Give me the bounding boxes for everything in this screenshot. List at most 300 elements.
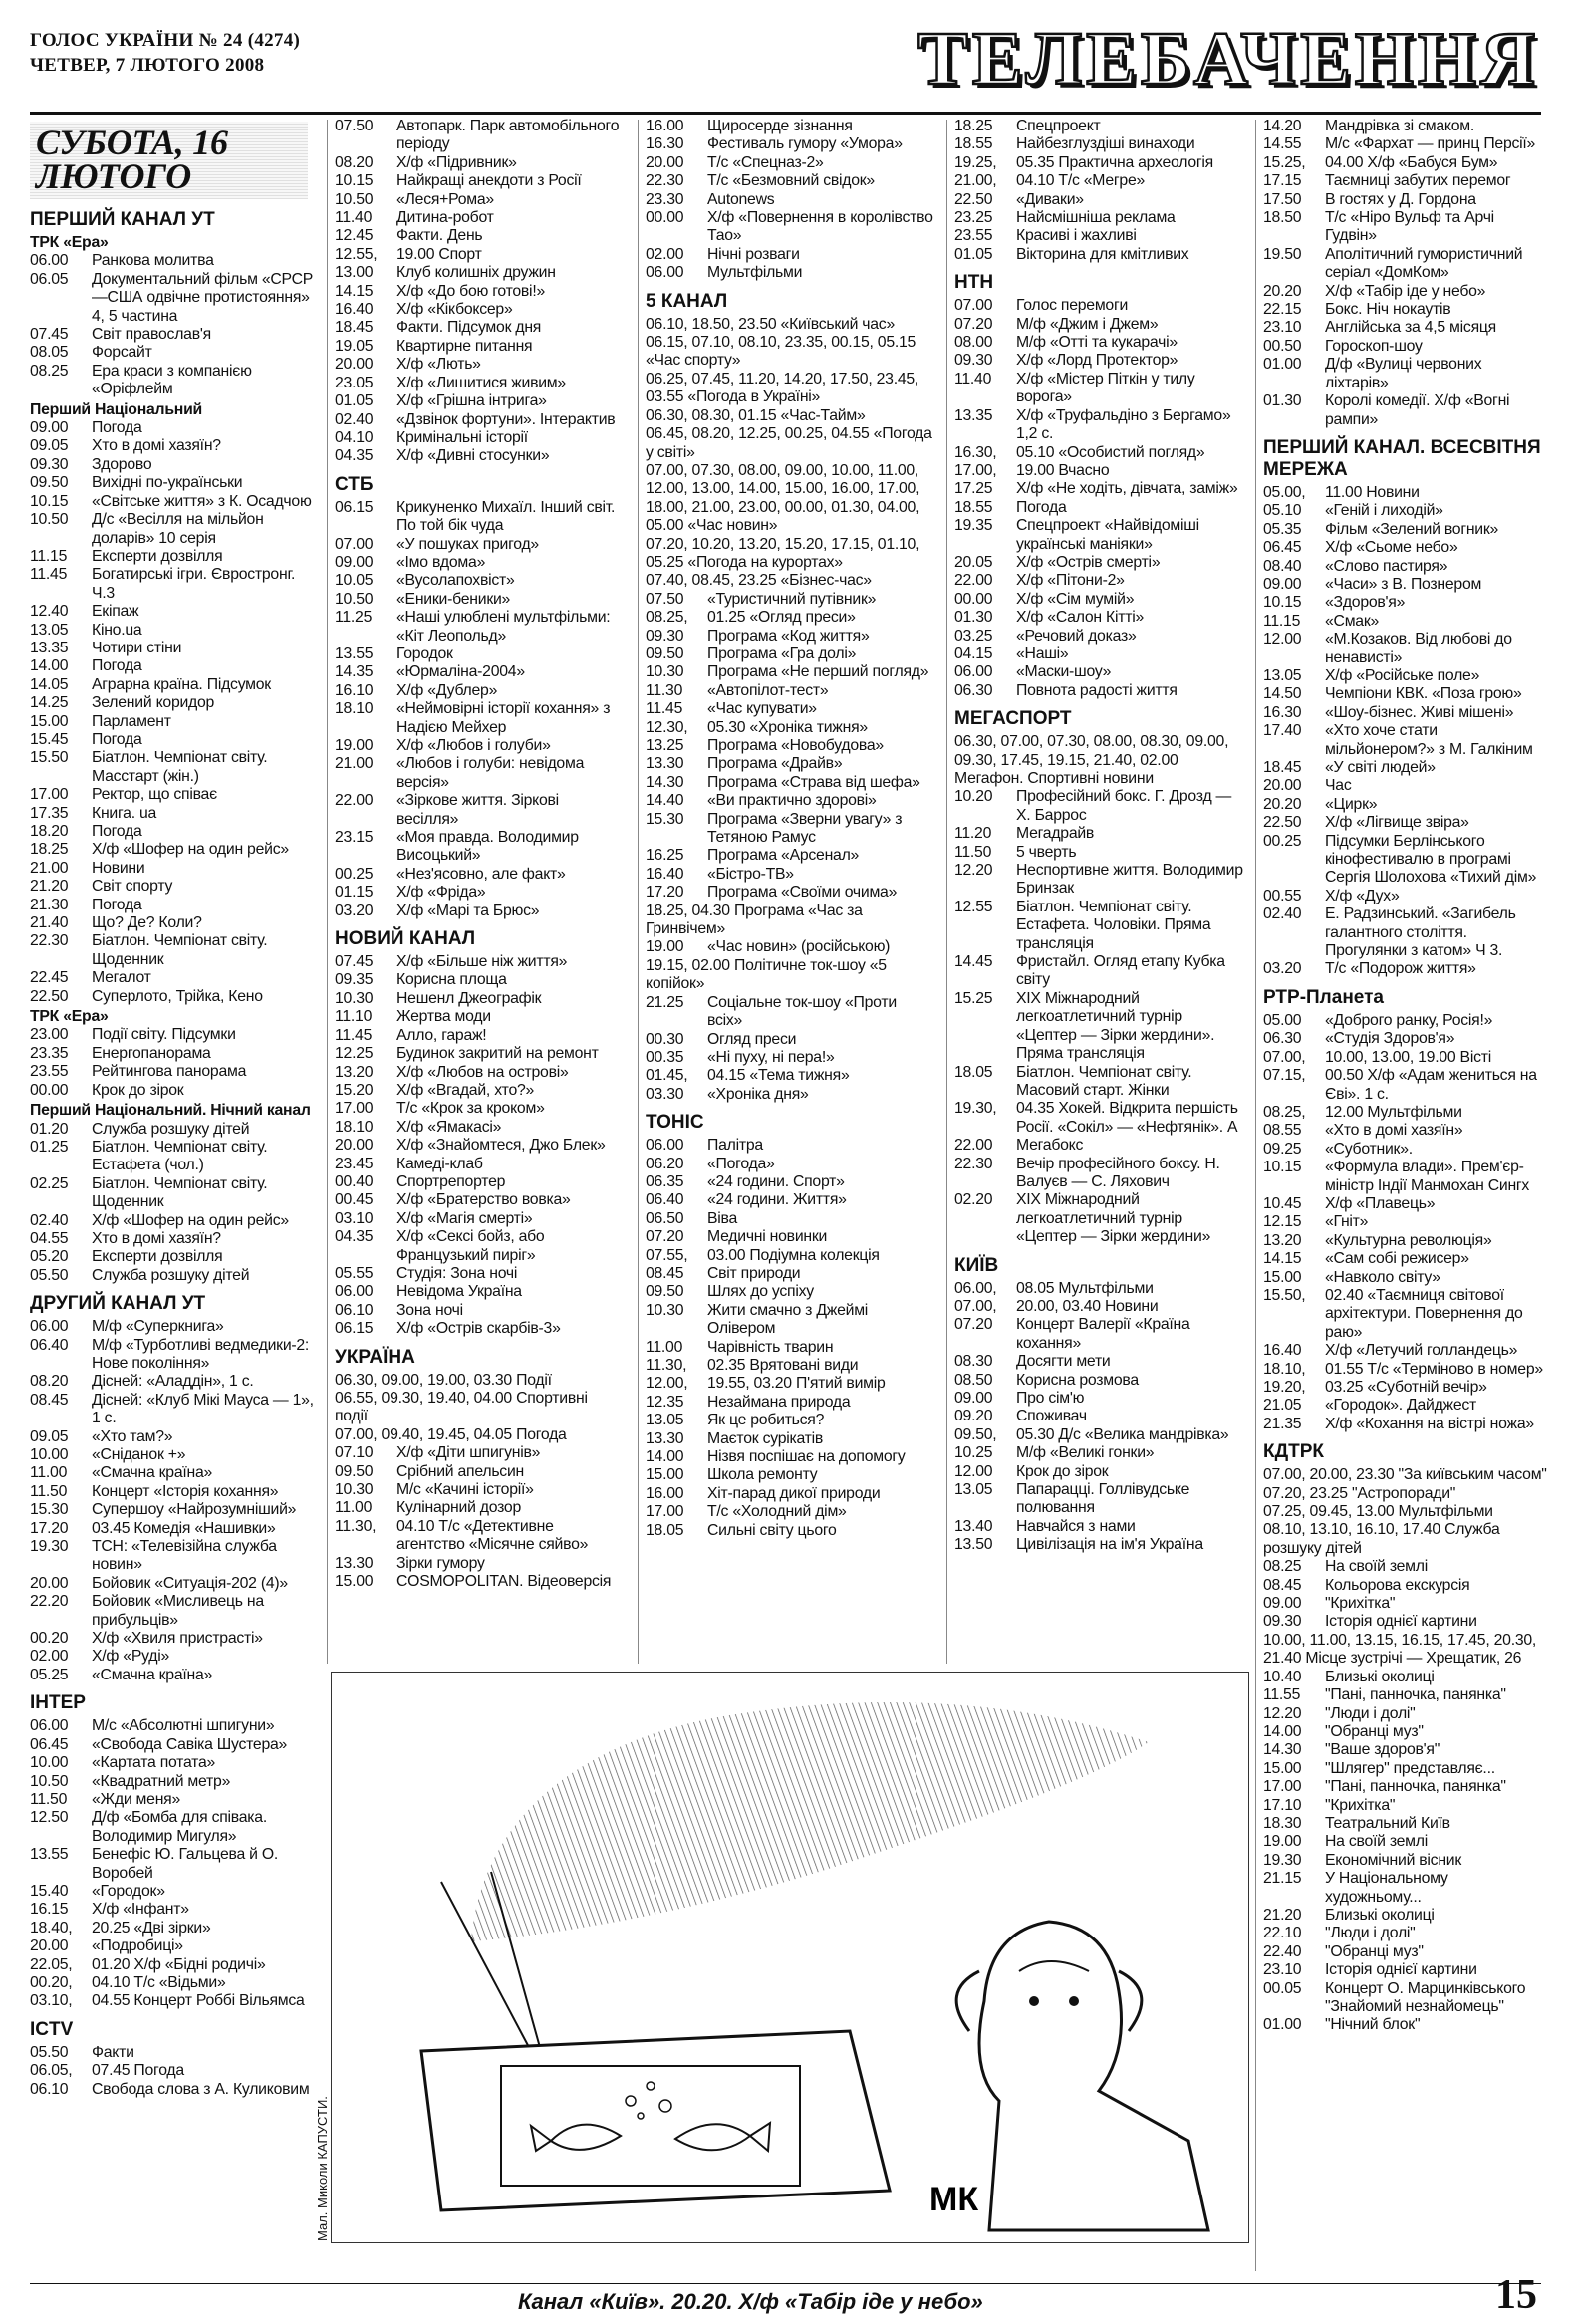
show-title: Спортрепортер (396, 1172, 506, 1190)
show-title: XIX Міжнародний легкоатлетичний турнір «Цептер — Зірки жердини» (1016, 1191, 1211, 1246)
show-time: 06.00 (30, 252, 69, 270)
show-time: 18.25 (954, 118, 993, 134)
show-time: 08.55 (1263, 1122, 1302, 1140)
show-time: 20.00 (646, 153, 684, 171)
show-time: 18.55 (954, 135, 993, 153)
schedule-item (335, 1228, 624, 1265)
show-time: 18.45 (1263, 759, 1302, 776)
show-title: Що? Де? Коли? (92, 914, 202, 932)
schedule-item (335, 429, 624, 447)
schedule-item (30, 1212, 319, 1230)
show-time: 10.30 (646, 663, 684, 681)
show-time: 00.50 (1263, 337, 1302, 355)
channel-heading: СТБ (335, 473, 374, 495)
show-title: «Леся+Рома» (396, 190, 494, 208)
show-title: Нізвя поспішає на допомогу (707, 1448, 906, 1466)
schedule-item (646, 154, 934, 172)
schedule-item (335, 953, 624, 971)
show-title: «Диваки» (1016, 190, 1084, 208)
schedule-item (1263, 484, 1547, 502)
show-title: 19.00 Вчасно (1016, 461, 1110, 479)
show-time: 15.50 (30, 749, 69, 767)
show-title: Голос перемоги (1016, 297, 1129, 315)
schedule-item (954, 1316, 1245, 1353)
show-title: 05.10 «Особистий погляд» (1016, 443, 1205, 461)
show-title: Біатлон. Чемпіонат світу. Естафета (чол.) (92, 1138, 268, 1174)
schedule-item (30, 1736, 319, 1754)
schedule-line: 10.00, 11.00, 13.15, 16.15, 17.45, 20.30, 21.40 Місце зустрічі — Хрещатик, 26 (1263, 1631, 1537, 1668)
show-title: Медичні новинки (707, 1228, 828, 1246)
schedule-item (954, 1444, 1245, 1462)
show-title: Програма «Гра долі» (707, 645, 857, 662)
schedule-item (1263, 118, 1547, 135)
listings-column-1 (30, 209, 319, 2099)
schedule-item (30, 1809, 319, 1846)
show-title: "Крихітка" (1325, 1595, 1396, 1613)
schedule-item (335, 829, 624, 866)
show-title: Х/ф «Знайомтеся, Джо Блек» (396, 1137, 606, 1155)
show-title: Х/ф «Російське поле» (1325, 666, 1480, 684)
show-time: 06.15 (335, 1320, 374, 1338)
show-title: Театральний Київ (1325, 1814, 1450, 1832)
show-time: 18.20 (30, 823, 69, 840)
show-time: 16.25 (646, 847, 684, 865)
schedule-item (1263, 301, 1547, 319)
show-time: 08.45 (646, 1264, 684, 1282)
show-title: Експерти дозвілля (92, 1248, 223, 1266)
show-title: Огляд преси (707, 1030, 797, 1048)
show-time: 01.30 (1263, 392, 1302, 410)
show-title: Спецпроект (1016, 118, 1101, 134)
schedule-item (646, 1466, 934, 1484)
schedule-item (30, 363, 319, 399)
show-title: 07.45 Погода (92, 2062, 184, 2080)
show-title: Х/ф «Лігвище звіра» (1325, 814, 1469, 832)
schedule-item (335, 118, 624, 154)
schedule-item (30, 1082, 319, 1100)
schedule-item (335, 663, 624, 681)
show-title: «Шоу-бізнес. Живі мішені» (1325, 703, 1514, 721)
show-time: 10.50 (30, 511, 69, 529)
show-time: 08.25 (30, 362, 69, 380)
show-title: Програма «Зверни увагу» з Тетяною Рамус (707, 810, 903, 847)
schedule-item (1263, 1287, 1547, 1342)
schedule-item (30, 713, 319, 731)
schedule-item (30, 1318, 319, 1336)
schedule-item (954, 953, 1245, 990)
show-time: 02.20 (954, 1191, 993, 1209)
schedule-item (30, 805, 319, 823)
schedule-item (1263, 135, 1547, 153)
schedule-item (30, 1956, 319, 1974)
show-title: Х/ф «Фріда» (396, 884, 486, 902)
show-title: «Геній і лиходій» (1325, 502, 1443, 520)
show-time: 21.20 (1263, 1906, 1302, 1924)
show-title: Д/с «Весілля на мільйон доларів» 10 серія (92, 511, 264, 547)
show-title: Корисна площа (396, 971, 507, 989)
schedule-item (30, 1630, 319, 1648)
show-title: Близькі околиці (1325, 1668, 1435, 1685)
show-title: Королі комедії. Х/ф «Вогні рампи» (1325, 392, 1510, 428)
show-time: 03.30 (646, 1085, 684, 1103)
show-title: Факти (92, 2043, 134, 2061)
schedule-item (646, 191, 934, 209)
channel-heading: РТР-Планета (1263, 986, 1384, 1008)
schedule-item (30, 419, 319, 437)
schedule-item (954, 554, 1245, 572)
show-title: «Нез'ясовно, але факт» (396, 865, 566, 883)
show-time: 12.15 (1263, 1213, 1302, 1231)
show-time: 15.40 (30, 1882, 69, 1900)
show-title: Англійська за 4,5 місяця (1325, 319, 1496, 337)
schedule-item (954, 135, 1245, 153)
show-time: 08.25, (646, 609, 688, 627)
show-title: Х/ф «Не ходіть, дівчата, заміж» (1016, 480, 1238, 498)
schedule-item (30, 1920, 319, 1937)
schedule-item (1263, 905, 1547, 960)
schedule-item (30, 1501, 319, 1519)
show-title: «Ні пуху, ні пера!» (707, 1048, 835, 1066)
schedule-item (1263, 283, 1547, 301)
schedule-item (954, 1298, 1245, 1316)
schedule-item (335, 301, 624, 319)
schedule-item (1263, 1104, 1547, 1122)
show-time: 01.45, (646, 1067, 688, 1085)
schedule-item (335, 609, 624, 646)
show-title: «Жди меня» (92, 1790, 181, 1808)
show-title: Погода (92, 419, 142, 437)
show-time: 23.00 (30, 1026, 69, 1044)
schedule-item (335, 1119, 624, 1137)
show-time: 02.00 (30, 1648, 69, 1666)
schedule-item (30, 1446, 319, 1464)
show-time: 22.15 (1263, 301, 1302, 319)
schedule-item (646, 1228, 934, 1246)
schedule-item (646, 866, 934, 884)
show-time: 20.00 (335, 1137, 374, 1155)
schedule-item (1263, 392, 1547, 429)
schedule-item (30, 2044, 319, 2062)
show-time: 12.00 (1263, 631, 1302, 648)
show-title: «Свобода Савіка Шустера» (92, 1735, 288, 1753)
show-title: 20.00, 03.40 Новини (1016, 1297, 1159, 1315)
schedule-item (1263, 1012, 1547, 1030)
show-title: 5 чверть (1016, 843, 1077, 861)
schedule-item (646, 1156, 934, 1173)
show-title: «Хто в домі хазяїн» (1325, 1122, 1463, 1140)
show-time: 04.10 (335, 428, 374, 446)
show-title: Х/ф «Ямакасі» (396, 1118, 502, 1136)
show-time: 13.05 (1263, 666, 1302, 684)
schedule-item (30, 1248, 319, 1266)
show-title: Погода (92, 730, 142, 748)
schedule-line: 08.10, 13.10, 16.10, 17.40 Служба розшуку дітей (1263, 1521, 1500, 1557)
show-time: 12.30, (646, 718, 688, 736)
day-heading: СУБОТА, 16 ЛЮТОГО (30, 122, 308, 199)
schedule-item (30, 860, 319, 878)
show-title: «Імо вдома» (396, 553, 486, 571)
show-time: 06.00 (646, 1137, 684, 1155)
schedule-item (646, 774, 934, 792)
show-time: 17.15 (1263, 172, 1302, 190)
schedule-item (646, 209, 934, 246)
schedule-item (646, 646, 934, 663)
schedule-line: 06.30, 09.00, 19.00, 03.30 Події (335, 1371, 552, 1389)
schedule-item (1263, 1943, 1547, 1961)
show-time: 02.00 (646, 245, 684, 263)
schedule-item (1263, 1815, 1547, 1833)
show-time: 16.40 (646, 865, 684, 883)
schedule-item (1263, 558, 1547, 576)
show-title: "Обранці муз" (1325, 1942, 1424, 1960)
schedule-item (646, 1302, 934, 1339)
show-time: 00.00 (646, 209, 684, 227)
show-time: 00.45 (335, 1191, 374, 1209)
show-time: 16.10 (335, 681, 374, 699)
show-title: 03.00 Подіумна колекція (707, 1246, 880, 1264)
show-title: Х/ф «Острів смерті» (1016, 553, 1161, 571)
show-title: Мегабокс (1016, 1137, 1084, 1155)
show-title: "Шлягер" представляє... (1325, 1759, 1495, 1777)
show-time: 15.00 (30, 712, 69, 730)
show-title: «Городок» (92, 1882, 165, 1900)
schedule-item (335, 1320, 624, 1338)
show-title: Жертва моди (396, 1008, 491, 1026)
show-title: «Смачна країна» (92, 1666, 213, 1683)
show-time: 15.45 (30, 730, 69, 748)
show-time: 07.20 (646, 1228, 684, 1246)
show-title: Найсмішніша реклама (1016, 209, 1176, 227)
column-divider (1255, 120, 1256, 2271)
show-title: Зірки гумору (396, 1554, 485, 1572)
schedule-item (646, 1265, 934, 1283)
show-time: 09.00 (30, 419, 69, 437)
schedule-item (335, 1499, 624, 1517)
schedule-item (335, 646, 624, 663)
show-time: 13.30 (646, 755, 684, 773)
schedule-item (954, 517, 1245, 554)
show-time: 23.10 (1263, 1961, 1302, 1979)
schedule-item (1263, 1067, 1547, 1104)
schedule-item (30, 969, 319, 987)
schedule-item (335, 1444, 624, 1462)
show-time: 20.00 (1263, 777, 1302, 795)
channel-heading: НОВИЙ КАНАЛ (335, 928, 476, 950)
show-time: 08.20 (30, 1373, 69, 1391)
show-title: Х/ф «Діти шпигунів» (396, 1444, 541, 1462)
schedule-item (646, 172, 934, 190)
show-time: 22.30 (30, 932, 69, 950)
show-title: «М.Козаков. Від любові до ненависті» (1325, 631, 1512, 666)
show-time: 04.55 (30, 1229, 69, 1247)
show-time: 11.30 (646, 681, 683, 699)
show-title: Х/ф «Кікбоксер» (396, 301, 513, 319)
show-title: 02.35 Врятовані види (707, 1357, 859, 1374)
footer-promo: Канал «Київ». 20.20. Х/ф «Табір іде у небо» (518, 2289, 983, 2314)
schedule-item (1263, 631, 1547, 667)
schedule-item (1263, 1232, 1547, 1250)
schedule-item (954, 591, 1245, 609)
show-time: 16.40 (1263, 1342, 1302, 1360)
schedule-item (1263, 1705, 1547, 1723)
schedule-item (954, 1100, 1245, 1137)
schedule-item (954, 352, 1245, 370)
show-title: "Пані, панночка, панянка" (1325, 1778, 1506, 1796)
show-time: 10.30 (335, 989, 374, 1007)
schedule-item (1263, 1558, 1547, 1576)
show-time: 17.00 (30, 786, 69, 804)
column-divider (327, 120, 328, 1664)
schedule-line: 07.20, 23.25 "Астропоради" (1263, 1484, 1456, 1502)
schedule-item (30, 1428, 319, 1446)
show-title: 12.00 Мультфільми (1325, 1103, 1462, 1121)
show-title: На своїй землі (1325, 1833, 1429, 1851)
show-title: Нешенл Джеографік (396, 989, 542, 1007)
show-time: 16.30 (646, 135, 684, 153)
show-title: Біатлон. Чемпіонат світу. Масстарт (жін.) (92, 749, 268, 785)
show-time: 05.10 (1263, 502, 1302, 520)
show-time: 04.15 (954, 645, 993, 662)
show-title: 01.55 Т/с «Терміново в номер» (1325, 1360, 1543, 1378)
show-time: 11.45 (30, 566, 68, 584)
show-time: 00.00 (954, 590, 993, 608)
show-time: 14.50 (1263, 685, 1302, 703)
show-title: Т/с «Спецназ-2» (707, 153, 824, 171)
show-time: 22.50 (954, 190, 993, 208)
show-time: 22.30 (646, 172, 684, 190)
show-title: «Любов і голуби: невідома версія» (396, 755, 585, 791)
show-title: Світ православ'я (92, 326, 211, 344)
show-title: Концерт О. Марцинківського "Знайомий незнайомець" (1325, 1979, 1526, 2015)
schedule-item (1263, 1686, 1547, 1704)
show-title: Гороскоп-шоу (1325, 337, 1423, 355)
schedule-item (30, 841, 319, 859)
show-title: Х/ф «Пітони-2» (1016, 572, 1125, 590)
schedule-item (335, 1210, 624, 1228)
show-time: 18.30 (1263, 1814, 1302, 1832)
show-title: Х/ф «Лють» (396, 356, 481, 374)
show-time: 02.40 (335, 410, 374, 428)
schedule-item (646, 663, 934, 681)
show-time: 21.30 (30, 896, 69, 913)
show-title: «У пошуках пригод» (396, 535, 539, 553)
show-title: «Еники-беники» (396, 590, 511, 608)
show-title: Т/с «Ніро Вульф та Арчі Гудвін» (1325, 209, 1494, 245)
schedule-item (335, 792, 624, 829)
show-title: Е. Радзинський. «Загибель галантного століття. Прогулянки з катом» Ч 3. (1325, 905, 1516, 960)
schedule-item (954, 862, 1245, 899)
schedule-item (646, 1357, 934, 1375)
schedule-item (646, 246, 934, 264)
show-title: «Вусолапохвіст» (396, 572, 515, 590)
show-time: 08.45 (1263, 1576, 1302, 1594)
schedule-item (1263, 1416, 1547, 1433)
show-title: Цивілізація на ім'я Україна (1016, 1536, 1203, 1554)
show-title: Дитина-робот (396, 209, 494, 227)
show-time: 14.20 (1263, 118, 1302, 134)
show-title: Т/с «Безмовний свідок» (707, 172, 875, 190)
schedule-item (30, 1575, 319, 1593)
paper-issue: ГОЛОС УКРАЇНИ № 24 (4274) (30, 30, 301, 51)
show-time: 06.00, (954, 1279, 997, 1297)
show-title: Бойовик «Ситуація-202 (4)» (92, 1574, 288, 1592)
show-time: 10.45 (1263, 1194, 1302, 1212)
column-4 (954, 118, 1245, 1555)
show-time: 13.40 (954, 1517, 993, 1535)
show-title: «Цирк» (1325, 795, 1378, 813)
column-5 (1263, 118, 1547, 2035)
show-time: 11.25 (335, 609, 373, 627)
show-time: 09.30 (30, 455, 69, 473)
show-time: 05.20 (30, 1248, 69, 1266)
show-title: Світ природи (707, 1264, 801, 1282)
schedule-item (646, 811, 934, 848)
schedule-item (1263, 1122, 1547, 1140)
show-time: 08.25, (1263, 1103, 1306, 1121)
show-time: 10.40 (1263, 1668, 1302, 1685)
show-time: 05.00, (1263, 483, 1306, 501)
show-title: 01.20 Х/ф «Бідні родичі» (92, 1955, 266, 1973)
show-time: 23.45 (335, 1155, 374, 1172)
show-time: 17.00 (1263, 1778, 1302, 1796)
schedule-item (30, 1717, 319, 1735)
schedule-item (30, 271, 319, 326)
schedule-item (30, 786, 319, 804)
schedule-item (646, 682, 934, 700)
schedule-item (1263, 521, 1547, 539)
schedule-item (335, 264, 624, 282)
show-title: Ранкова молитва (92, 252, 214, 270)
show-time: 12.50 (30, 1809, 69, 1827)
schedule-item (30, 640, 319, 657)
show-title: 04.10 Т/с «Мегре» (1016, 172, 1146, 190)
show-title: Експерти дозвілля (92, 547, 223, 565)
show-title: «Час новин» (російською) (707, 938, 891, 956)
schedule-item (646, 1339, 934, 1357)
show-title: Т/с «Холодний дім» (707, 1503, 847, 1521)
show-title: 01.25 «Огляд преси» (707, 609, 856, 627)
schedule-item (1263, 502, 1547, 520)
schedule-item (335, 1555, 624, 1573)
show-title: «Хроніка дня» (707, 1085, 809, 1103)
show-time: 10.00 (30, 1754, 69, 1772)
show-title: Служба розшуку дітей (92, 1120, 250, 1138)
schedule-item (335, 737, 624, 755)
schedule-item (30, 326, 319, 344)
schedule-item (30, 456, 319, 474)
schedule-item (335, 572, 624, 590)
show-time: 13.30 (335, 1554, 374, 1572)
show-time: 00.25 (1263, 832, 1302, 850)
show-time: 06.30 (954, 681, 993, 699)
show-time: 13.50 (954, 1536, 993, 1554)
show-title: Найкращі анекдоти з Росії (396, 172, 582, 190)
schedule-item (954, 118, 1245, 135)
show-title: Жити смачно з Джеймі Олівером (707, 1301, 869, 1338)
schedule-item (30, 1974, 319, 1992)
show-title: «Час купувати» (707, 700, 817, 718)
schedule-item (646, 1485, 934, 1503)
show-time: 11.40 (954, 370, 992, 387)
schedule-item (1263, 1213, 1547, 1231)
show-title: Документальний фільм «СРСР—США одвічне протистояння» 4, 5 частина (92, 270, 314, 325)
show-title: Будинок закритий на ремонт (396, 1045, 599, 1063)
show-title: «Речовий доказ» (1016, 627, 1137, 645)
show-title: «Маски-шоу» (1016, 663, 1112, 681)
schedule-item (646, 847, 934, 865)
schedule-item (954, 1390, 1245, 1408)
schedule-item (1263, 1833, 1547, 1851)
